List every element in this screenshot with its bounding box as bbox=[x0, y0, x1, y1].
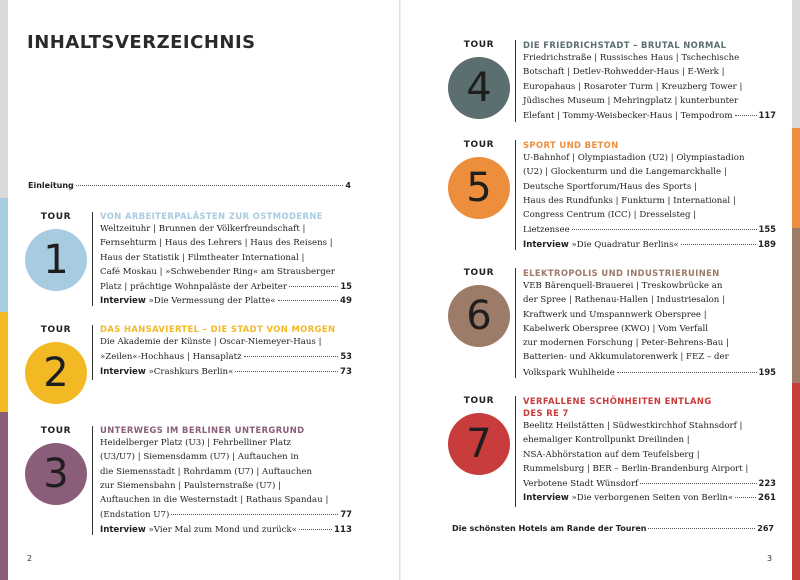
interview-title: »Vier Mal zum Mond und zurück« bbox=[148, 524, 297, 535]
tour-stops-last-line bbox=[100, 279, 352, 294]
tour-label: TOUR bbox=[463, 140, 495, 150]
entry-page: 15 bbox=[340, 281, 352, 292]
tour-divider bbox=[515, 40, 516, 122]
leader-dots bbox=[735, 497, 756, 498]
page-number-right: 3 bbox=[767, 554, 773, 563]
interview-label: Interview bbox=[100, 296, 146, 307]
tour-label: TOUR bbox=[40, 212, 72, 222]
tour-stops-line: ehemaliger Kontrollpunkt Dreilinden | bbox=[523, 435, 690, 446]
tour-number: 6 bbox=[466, 293, 492, 339]
tour-stops bbox=[523, 151, 776, 238]
book-spine bbox=[399, 0, 401, 580]
tour-stops-line: zur modernen Forschung | Peter-Behrens-Bau | bbox=[523, 338, 729, 349]
interview-entry[interactable] bbox=[100, 523, 352, 537]
tour-stops-line: Kraftwerk und Umspannwerk Oberspree | bbox=[523, 309, 707, 320]
entry-text: Platz | prächtige Wohnpaläste der Arbeiter bbox=[100, 282, 287, 293]
entry-text: Elefant | Tommy-Weisbecker-Haus | Tempodrom bbox=[523, 111, 733, 122]
tour-stops bbox=[523, 51, 776, 123]
interview-page: 189 bbox=[758, 239, 776, 250]
interview-label: Interview bbox=[100, 524, 146, 535]
leader-dots bbox=[76, 185, 344, 186]
tour-stops-line: U-Bahnhof | Olympiastadion (U2) | Olympiastadion bbox=[523, 153, 745, 163]
interview-page: 73 bbox=[340, 366, 352, 377]
tour-stops-line: Weltzeituhr | Brunnen der Völkerfreundschaft | bbox=[100, 224, 306, 234]
entry-page: 223 bbox=[758, 478, 776, 489]
tour-stops bbox=[100, 222, 352, 294]
tour-label: TOUR bbox=[463, 268, 495, 278]
tour-label: TOUR bbox=[40, 426, 72, 436]
tour-entry[interactable] bbox=[523, 139, 776, 252]
toc-entry-intro[interactable] bbox=[28, 181, 351, 190]
tour-stops-line: Die Akademie der Künste | Oscar-Niemeyer-Haus | bbox=[100, 337, 322, 347]
tour-title: VERFALLENE SCHÖNHEITEN ENTLANG bbox=[523, 396, 712, 406]
interview-entry[interactable] bbox=[523, 491, 776, 505]
leader-dots bbox=[735, 115, 757, 116]
interview-label: Interview bbox=[523, 239, 569, 250]
tour-title: DAS HANSAVIERTEL – DIE STADT VON MORGEN bbox=[100, 324, 336, 334]
tour-stops bbox=[100, 436, 352, 523]
page-number-left: 2 bbox=[27, 554, 33, 563]
tour-number-circle[interactable] bbox=[25, 443, 87, 505]
tour-stops-line: Europahaus | Rosaroter Turm | Kreuzberg Tower | bbox=[523, 81, 743, 92]
interview-label: Interview bbox=[100, 366, 146, 377]
right-edge-bar-tour7 bbox=[792, 383, 800, 580]
tour-number-circle[interactable] bbox=[448, 157, 510, 219]
left-edge-bar-tour2 bbox=[0, 312, 8, 412]
tour-stops-last-line bbox=[523, 365, 776, 380]
tour-label: TOUR bbox=[40, 325, 72, 335]
leader-dots bbox=[171, 514, 338, 515]
tour-stops-last-line bbox=[523, 222, 776, 237]
tour-entry[interactable] bbox=[523, 267, 776, 380]
interview-title: »Die Quadratur Berlins« bbox=[571, 239, 679, 250]
tour-title: DES RE 7 bbox=[523, 408, 569, 418]
tour-number-circle[interactable] bbox=[448, 57, 510, 119]
tour-stops-last-line bbox=[100, 507, 352, 522]
entry-page: 117 bbox=[758, 110, 776, 121]
tour-stops-line: Fernsehturm | Haus des Lehrers | Haus des Reisens | bbox=[100, 238, 333, 249]
entry-text: Lietzensee bbox=[523, 225, 570, 236]
tour-stops-line: Beelitz Heilstätten | Südwestkirchhof Stahnsdorf | bbox=[523, 421, 743, 431]
interview-title: »Die Vermessung der Platte« bbox=[148, 296, 276, 307]
left-edge-bar-top bbox=[0, 0, 8, 198]
tour-stops-line: (U2) | Glockenturm und die Langemarckhalle | bbox=[523, 167, 727, 178]
tour-stops-line: Friedrichstraße | Russisches Haus | Tschechische bbox=[523, 53, 740, 63]
interview-entry[interactable] bbox=[100, 294, 352, 308]
leader-dots bbox=[278, 300, 338, 301]
leader-dots bbox=[572, 229, 757, 230]
interview-text-wrap bbox=[100, 523, 297, 537]
tour-stops-last-line bbox=[523, 476, 776, 491]
tour-stops-line: Heidelberger Platz (U3) | Fehrbelliner Platz bbox=[100, 438, 292, 448]
tour-stops-line: zur Siemensbahn | Paulsternstraße (U7) | bbox=[100, 480, 281, 491]
entry-page: 53 bbox=[340, 351, 352, 362]
interview-text-wrap bbox=[523, 238, 679, 252]
tour-stops-line: Kabelwerk Oberspree (KWO) | Vom Verfall bbox=[523, 323, 708, 334]
leader-dots bbox=[244, 356, 339, 357]
entry-page: 195 bbox=[758, 366, 776, 377]
interview-title: »Crashkurs Berlin« bbox=[148, 366, 234, 377]
tour-number: 4 bbox=[466, 65, 492, 111]
page-title: INHALTSVERZEICHNIS bbox=[27, 32, 256, 53]
tour-stops-line: VEB Bärenquell-Brauerei | Treskowbrücke an bbox=[523, 281, 723, 291]
leader-dots bbox=[681, 244, 756, 245]
tour-stops-last-line bbox=[523, 108, 776, 123]
entry-text: Volkspark Wuhlheide bbox=[523, 367, 615, 378]
hotels-page: 267 bbox=[757, 524, 774, 533]
tour-stops bbox=[100, 335, 352, 365]
leader-dots bbox=[299, 529, 332, 530]
interview-text-wrap bbox=[100, 294, 276, 308]
tour-stops-line: Haus des Rundfunks | Funkturm | International | bbox=[523, 195, 736, 206]
tour-title: UNTERWEGS IM BERLINER UNTERGRUND bbox=[100, 425, 305, 435]
tour-number-circle[interactable] bbox=[25, 229, 87, 291]
tour-stops-line: Batterien- und Akkumulatorenwerk | FEZ – der bbox=[523, 352, 729, 363]
entry-page: 77 bbox=[340, 509, 352, 520]
tour-number: 2 bbox=[43, 350, 69, 396]
tour-number: 3 bbox=[43, 451, 69, 497]
leader-dots bbox=[617, 372, 757, 373]
tour-stops-line: der Spree | Rathenau-Hallen | Industriesalon | bbox=[523, 295, 725, 306]
tour-divider bbox=[515, 268, 516, 378]
tour-label: TOUR bbox=[463, 396, 495, 406]
tour-stops-line: Botschaft | Detlev-Rohwedder-Haus | E-Werk | bbox=[523, 67, 725, 78]
leader-dots bbox=[289, 286, 338, 287]
tour-divider bbox=[515, 396, 516, 507]
tour-stops-line: Café Moskau | »Schwebender Ring« am Strausberger bbox=[100, 266, 335, 277]
interview-text-wrap bbox=[523, 491, 733, 505]
tour-entry[interactable] bbox=[523, 39, 776, 123]
interview-entry[interactable] bbox=[100, 365, 352, 379]
intro-page: 4 bbox=[345, 181, 351, 190]
tour-number: 5 bbox=[466, 165, 492, 211]
leader-dots bbox=[648, 528, 755, 529]
interview-text-wrap bbox=[100, 365, 233, 379]
left-edge-bar-tour3 bbox=[0, 412, 8, 580]
tour-number-circle[interactable] bbox=[25, 342, 87, 404]
tour-entry[interactable] bbox=[523, 395, 776, 506]
interview-page: 113 bbox=[334, 524, 352, 535]
tour-stops-line: die Siemensstadt | Rohrdamm (U7) | Auftauchen bbox=[100, 466, 312, 477]
tour-stops bbox=[523, 419, 776, 491]
tour-title: VON ARBEITERPALÄSTEN ZUR OSTMODERNE bbox=[100, 211, 323, 221]
tour-divider bbox=[92, 212, 93, 306]
left-edge-bar-tour1 bbox=[0, 198, 8, 312]
interview-title: »Die verborgenen Seiten von Berlin« bbox=[571, 493, 734, 504]
tour-title: SPORT UND BETON bbox=[523, 140, 619, 150]
tour-number: 1 bbox=[43, 237, 69, 283]
tour-title: ELEKTROPOLIS UND INDUSTRIERUINEN bbox=[523, 268, 720, 278]
tour-stops-line: Rummelsburg | BER – Berlin-Brandenburg Airport | bbox=[523, 463, 749, 474]
tour-stops-line: Congress Centrum (ICC) | Dresselsteg | bbox=[523, 210, 697, 221]
tour-divider bbox=[92, 426, 93, 535]
tour-number-circle[interactable] bbox=[448, 413, 510, 475]
right-edge-bar-top bbox=[792, 0, 800, 128]
tour-stops-line: Haus der Statistik | Filmtheater International | bbox=[100, 252, 305, 263]
tour-number-circle[interactable] bbox=[448, 285, 510, 347]
interview-entry[interactable] bbox=[523, 238, 776, 252]
tour-divider bbox=[92, 325, 93, 380]
tour-stops-line: Jüdisches Museum | Mehringplatz | kunterbunter bbox=[523, 95, 739, 106]
tour-entry[interactable] bbox=[100, 210, 352, 309]
tour-stops-line: (U3/U7) | Siemensdamm (U7) | Auftauchen in bbox=[100, 452, 299, 463]
tour-stops-line: Deutsche Sportforum/Haus des Sports | bbox=[523, 181, 697, 192]
tour-number: 7 bbox=[466, 421, 492, 467]
hotels-label: Die schönsten Hotels am Rande der Touren bbox=[452, 524, 647, 533]
entry-text: Verbotene Stadt Wünsdorf bbox=[523, 479, 639, 490]
interview-page: 261 bbox=[758, 493, 776, 504]
tour-stops-last-line bbox=[100, 349, 352, 364]
tour-entry[interactable] bbox=[100, 323, 352, 379]
right-edge-bar-tour6 bbox=[792, 228, 800, 383]
tour-divider bbox=[515, 140, 516, 250]
intro-label: Einleitung bbox=[28, 181, 74, 190]
interview-label: Interview bbox=[523, 493, 569, 504]
tour-stops-line: NSA-Abhörstation auf dem Teufelsberg | bbox=[523, 449, 700, 460]
tour-stops bbox=[523, 279, 776, 380]
tour-label: TOUR bbox=[463, 40, 495, 50]
leader-dots bbox=[640, 483, 756, 484]
toc-entry-hotels[interactable] bbox=[452, 524, 774, 533]
right-edge-bar-tour5 bbox=[792, 128, 800, 228]
leader-dots bbox=[235, 371, 338, 372]
tour-stops-line: Auftauchen in die Westernstadt | Rathaus Spandau | bbox=[100, 495, 329, 506]
entry-text: (Endstation U7) bbox=[100, 510, 170, 521]
interview-page: 49 bbox=[340, 296, 352, 307]
tour-entry[interactable] bbox=[100, 424, 352, 537]
tour-title: DIE FRIEDRICHSTADT – BRUTAL NORMAL bbox=[523, 40, 727, 50]
entry-text: »Zeilen«-Hochhaus | Hansaplatz bbox=[100, 352, 242, 363]
entry-page: 155 bbox=[758, 224, 776, 235]
